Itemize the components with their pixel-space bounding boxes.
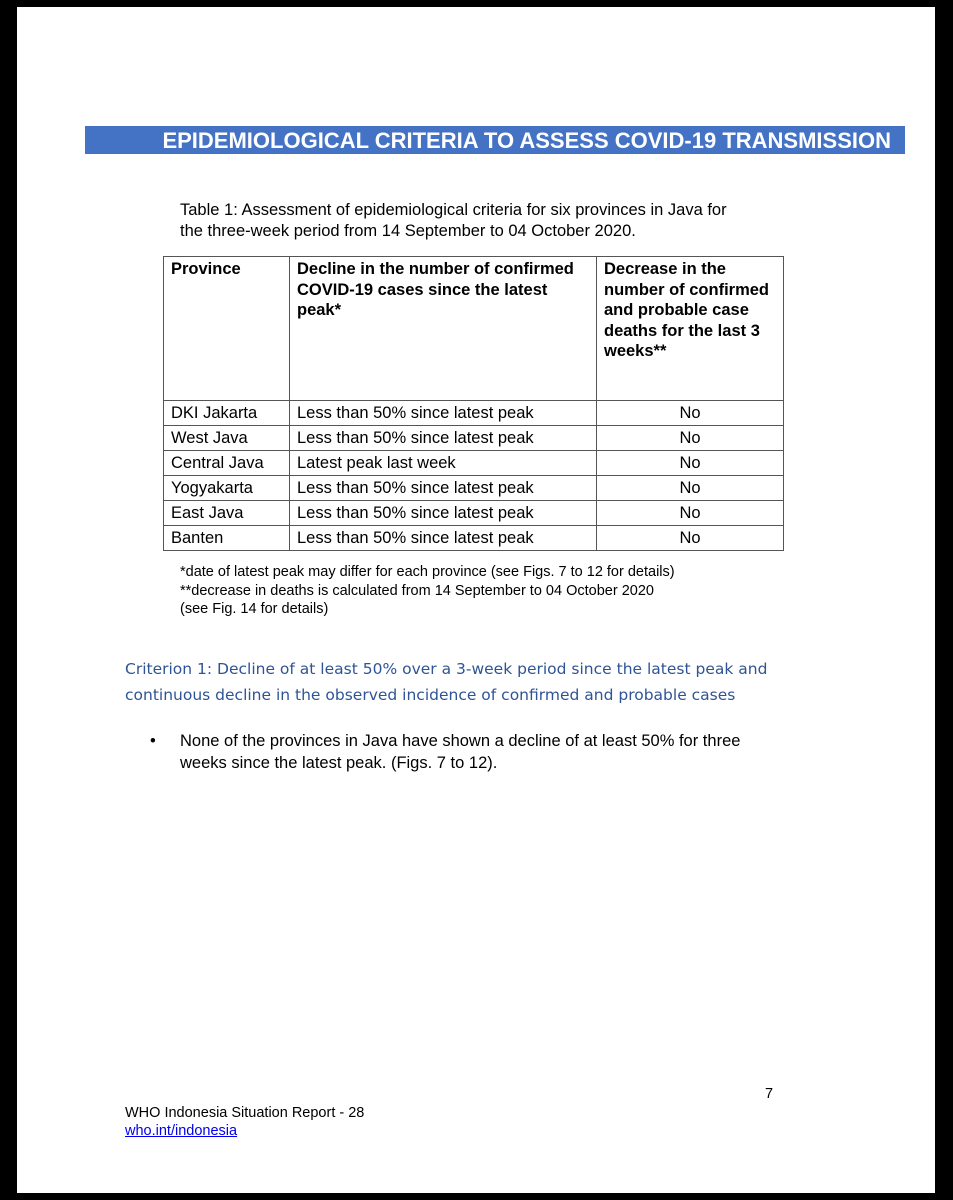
cell-province: Yogyakarta xyxy=(164,476,290,501)
cell-decline: Less than 50% since latest peak xyxy=(290,476,597,501)
bullet-text: None of the provinces in Java have shown a decline of at least 50% for three weeks since the latest peak. (Figs. 7 to 12). xyxy=(180,732,741,772)
table-row xyxy=(164,526,784,551)
cell-decline: Less than 50% since latest peak xyxy=(290,501,597,526)
criterion-heading xyxy=(125,656,845,708)
cell-province: West Java xyxy=(164,426,290,451)
table-footnotes xyxy=(180,563,800,619)
header-province: Province xyxy=(164,257,290,401)
footer xyxy=(125,1104,364,1140)
cell-decline: Less than 50% since latest peak xyxy=(290,426,597,451)
cell-province: Central Java xyxy=(164,451,290,476)
cell-province: Banten xyxy=(164,526,290,551)
criteria-table xyxy=(163,256,784,551)
document-page xyxy=(17,7,935,1193)
section-banner: EPIDEMIOLOGICAL CRITERIA TO ASSESS COVID-19 TRANSMISSION xyxy=(85,126,905,154)
footnote: *date of latest peak may differ for each province (see Figs. 7 to 12 for details) xyxy=(180,564,675,580)
bullet-list xyxy=(150,730,790,774)
cell-decrease: No xyxy=(597,501,784,526)
footnote: (see Fig. 14 for details) xyxy=(180,601,329,617)
criterion-line: Criterion 1: Decline of at least 50% over a 3-week period since the latest peak and xyxy=(125,660,768,678)
table-caption xyxy=(180,200,820,242)
footer-link[interactable]: who.int/indonesia xyxy=(125,1123,238,1139)
cell-province: East Java xyxy=(164,501,290,526)
page-number: 7 xyxy=(765,1086,774,1102)
table-header-row xyxy=(164,257,784,401)
caption-line: the three-week period from 14 September to 04 October 2020. xyxy=(180,222,636,240)
header-decline: Decline in the number of confirmed COVID-19 cases since the latest peak* xyxy=(290,257,597,401)
table-row xyxy=(164,451,784,476)
caption-line: Table 1: Assessment of epidemiological criteria for six provinces in Java for xyxy=(180,201,727,219)
list-item xyxy=(150,730,790,774)
cell-decrease: No xyxy=(597,451,784,476)
cell-decline: Latest peak last week xyxy=(290,451,597,476)
cell-decline: Less than 50% since latest peak xyxy=(290,401,597,426)
footer-report-title: WHO Indonesia Situation Report - 28 xyxy=(125,1105,365,1121)
header-decrease: Decrease in the number of confirmed and probable case deaths for the last 3 weeks** xyxy=(597,257,784,401)
table-row xyxy=(164,476,784,501)
footnote: **decrease in deaths is calculated from 14 September to 04 October 2020 xyxy=(180,582,654,599)
cell-decline: Less than 50% since latest peak xyxy=(290,526,597,551)
cell-province: DKI Jakarta xyxy=(164,401,290,426)
cell-decrease: No xyxy=(597,526,784,551)
table-row xyxy=(164,501,784,526)
cell-decrease: No xyxy=(597,426,784,451)
cell-decrease: No xyxy=(597,401,784,426)
cell-decrease: No xyxy=(597,476,784,501)
table-row xyxy=(164,401,784,426)
bullet-icon: • xyxy=(150,732,156,750)
table-row xyxy=(164,426,784,451)
criterion-line: continuous decline in the observed incidence of confirmed and probable cases xyxy=(125,686,736,704)
